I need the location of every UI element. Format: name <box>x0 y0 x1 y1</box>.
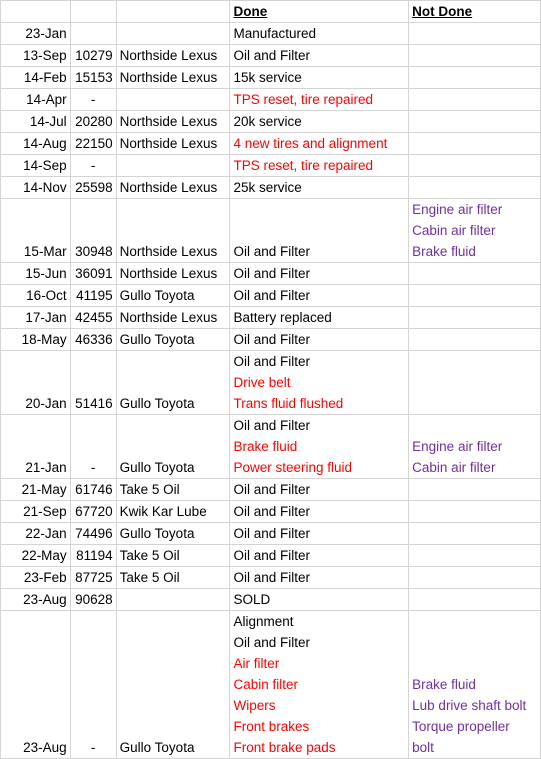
date-cell[interactable]: 21-Jan <box>1 415 71 479</box>
blank-line <box>412 545 537 566</box>
done-cell[interactable] <box>230 199 409 263</box>
table-row <box>1 199 541 263</box>
spreadsheet-body <box>1 1 541 759</box>
date-cell[interactable]: 15-Jun <box>1 263 71 285</box>
blank-line <box>412 523 537 544</box>
date-cell[interactable]: 14-Apr <box>1 89 71 111</box>
done-cell[interactable] <box>230 45 409 67</box>
not-done-cell[interactable] <box>409 329 541 351</box>
done-cell[interactable] <box>230 285 409 307</box>
miles-cell[interactable]: 42455 <box>70 307 116 329</box>
miles-cell[interactable] <box>70 23 116 45</box>
miles-cell[interactable]: - <box>70 155 116 177</box>
done-item: 20k service <box>233 114 302 129</box>
table-row <box>1 523 541 545</box>
blank-line <box>412 372 537 393</box>
done-cell[interactable] <box>230 263 409 285</box>
date-cell[interactable]: 21-May <box>1 479 71 501</box>
miles-cell[interactable]: 10279 <box>70 45 116 67</box>
not-done-cell[interactable] <box>409 523 541 545</box>
blank-line <box>233 220 405 241</box>
date-cell[interactable]: 14-Jul <box>1 111 71 133</box>
not-done-item: Cabin air filter <box>412 223 496 238</box>
place-cell[interactable]: Northside Lexus <box>116 263 230 285</box>
place-cell[interactable]: Take 5 Oil <box>116 545 230 567</box>
header-miles-cell[interactable] <box>70 1 116 23</box>
blank-line <box>412 351 537 372</box>
done-item: TPS reset, tire repaired <box>233 92 374 107</box>
done-item: Battery replaced <box>233 310 332 325</box>
blank-line <box>412 155 537 176</box>
blank-line <box>412 611 537 632</box>
done-item: Front brake pads <box>233 740 336 755</box>
not-done-cell[interactable] <box>409 67 541 89</box>
blank-line <box>412 567 537 588</box>
miles-cell[interactable]: 15153 <box>70 67 116 89</box>
done-item: Oil and Filter <box>233 266 311 281</box>
done-item: Manufactured <box>233 26 317 41</box>
date-cell[interactable]: 13-Sep <box>1 45 71 67</box>
miles-cell[interactable]: 61746 <box>70 479 116 501</box>
place-cell[interactable]: Gullo Toyota <box>116 329 230 351</box>
not-done-cell[interactable] <box>409 589 541 611</box>
done-item: 15k service <box>233 70 302 85</box>
miles-cell[interactable]: 74496 <box>70 523 116 545</box>
date-cell[interactable]: 14-Sep <box>1 155 71 177</box>
not-done-cell[interactable] <box>409 307 541 329</box>
header-done-cell[interactable]: Done <box>230 1 409 23</box>
not-done-item: Engine air filter <box>412 439 503 454</box>
place-cell[interactable]: Northside Lexus <box>116 177 230 199</box>
table-row <box>1 545 541 567</box>
blank-line <box>412 393 537 414</box>
done-cell[interactable] <box>230 545 409 567</box>
done-cell[interactable] <box>230 589 409 611</box>
blank-line <box>412 589 537 610</box>
not-done-cell[interactable] <box>409 155 541 177</box>
blank-line <box>412 263 537 284</box>
blank-line <box>412 67 537 88</box>
not-done-cell[interactable] <box>409 415 541 479</box>
table-row <box>1 567 541 589</box>
miles-cell[interactable]: 25598 <box>70 177 116 199</box>
blank-line <box>412 501 537 522</box>
table-row <box>1 285 541 307</box>
done-item: Oil and Filter <box>233 526 311 541</box>
table-row <box>1 155 541 177</box>
done-item: Oil and Filter <box>233 354 311 369</box>
table-row <box>1 89 541 111</box>
table-row <box>1 329 541 351</box>
done-item: Wipers <box>233 698 276 713</box>
table-row <box>1 177 541 199</box>
miles-cell[interactable]: 81194 <box>70 545 116 567</box>
done-cell[interactable] <box>230 133 409 155</box>
place-cell[interactable] <box>116 589 230 611</box>
place-cell[interactable]: Take 5 Oil <box>116 479 230 501</box>
done-cell[interactable] <box>230 307 409 329</box>
miles-cell[interactable]: 36091 <box>70 263 116 285</box>
header-place-cell[interactable] <box>116 1 230 23</box>
done-item: Brake fluid <box>233 439 298 454</box>
date-cell[interactable]: 20-Jan <box>1 351 71 415</box>
not-done-cell[interactable] <box>409 263 541 285</box>
date-cell[interactable]: 16-Oct <box>1 285 71 307</box>
not-done-cell[interactable] <box>409 501 541 523</box>
miles-cell[interactable]: 30948 <box>70 199 116 263</box>
done-item: 25k service <box>233 180 302 195</box>
place-cell[interactable]: Northside Lexus <box>116 199 230 263</box>
done-item: Trans fluid flushed <box>233 396 344 411</box>
table-row <box>1 479 541 501</box>
date-cell[interactable]: 23-Jan <box>1 23 71 45</box>
not-done-cell[interactable] <box>409 45 541 67</box>
not-done-item: Engine air filter <box>412 202 503 217</box>
not-done-item: Lub drive shaft bolt <box>412 698 527 713</box>
place-cell[interactable]: Northside Lexus <box>116 67 230 89</box>
blank-line <box>412 133 537 154</box>
place-cell[interactable]: Northside Lexus <box>116 307 230 329</box>
blank-line <box>412 285 537 306</box>
place-cell[interactable] <box>116 89 230 111</box>
date-cell[interactable]: 23-Aug <box>1 589 71 611</box>
done-item: SOLD <box>233 592 271 607</box>
done-cell[interactable] <box>230 523 409 545</box>
table-row <box>1 111 541 133</box>
date-cell[interactable]: 14-Nov <box>1 177 71 199</box>
place-cell[interactable]: Northside Lexus <box>116 111 230 133</box>
table-row <box>1 415 541 479</box>
date-cell[interactable]: 22-Jan <box>1 523 71 545</box>
place-cell[interactable]: Kwik Kar Lube <box>116 501 230 523</box>
done-item: Oil and Filter <box>233 332 311 347</box>
done-item: 4 new tires and alignment <box>233 136 388 151</box>
done-cell[interactable] <box>230 415 409 479</box>
done-item: Power steering fluid <box>233 460 353 475</box>
done-cell[interactable] <box>230 501 409 523</box>
miles-cell[interactable]: 87725 <box>70 567 116 589</box>
done-item: Oil and Filter <box>233 288 311 303</box>
date-cell[interactable]: 21-Sep <box>1 501 71 523</box>
done-item: Cabin filter <box>233 677 299 692</box>
blank-line <box>412 89 537 110</box>
miles-cell[interactable]: 90628 <box>70 589 116 611</box>
done-item: Oil and Filter <box>233 48 311 63</box>
done-cell[interactable] <box>230 89 409 111</box>
not-done-cell[interactable] <box>409 545 541 567</box>
place-cell[interactable] <box>116 155 230 177</box>
place-cell[interactable] <box>116 23 230 45</box>
miles-cell[interactable]: 20280 <box>70 111 116 133</box>
done-item: Front brakes <box>233 719 310 734</box>
not-done-cell[interactable] <box>409 285 541 307</box>
not-done-cell[interactable] <box>409 479 541 501</box>
miles-cell[interactable]: 41195 <box>70 285 116 307</box>
not-done-cell[interactable] <box>409 351 541 415</box>
not-done-item: Cabin air filter <box>412 460 496 475</box>
miles-cell[interactable]: - <box>70 89 116 111</box>
blank-line <box>412 307 537 328</box>
place-cell[interactable]: Take 5 Oil <box>116 567 230 589</box>
table-row <box>1 351 541 415</box>
date-cell[interactable]: 18-May <box>1 329 71 351</box>
not-done-item: Brake fluid <box>412 677 476 692</box>
place-cell[interactable]: Gullo Toyota <box>116 523 230 545</box>
miles-cell[interactable]: - <box>70 611 116 759</box>
table-row <box>1 611 541 759</box>
table-row <box>1 501 541 523</box>
not-done-cell[interactable] <box>409 133 541 155</box>
not-done-cell[interactable] <box>409 611 541 759</box>
not-done-cell[interactable] <box>409 111 541 133</box>
header-date-cell[interactable] <box>1 1 71 23</box>
blank-line <box>412 329 537 350</box>
place-cell[interactable]: Gullo Toyota <box>116 415 230 479</box>
date-cell[interactable]: 23-Feb <box>1 567 71 589</box>
miles-cell[interactable]: - <box>70 415 116 479</box>
place-cell[interactable]: Northside Lexus <box>116 133 230 155</box>
miles-cell[interactable]: 22150 <box>70 133 116 155</box>
date-cell[interactable]: 14-Feb <box>1 67 71 89</box>
not-done-item: Torque propeller <box>412 719 510 734</box>
not-done-cell[interactable] <box>409 199 541 263</box>
header-not-done-cell[interactable]: Not Done <box>409 1 541 23</box>
done-item: Oil and Filter <box>233 418 311 433</box>
done-cell[interactable] <box>230 567 409 589</box>
done-item: Oil and Filter <box>233 244 311 259</box>
done-cell[interactable] <box>230 111 409 133</box>
blank-line <box>412 111 537 132</box>
not-done-item: Brake fluid <box>412 244 476 259</box>
done-cell[interactable] <box>230 479 409 501</box>
table-row <box>1 589 541 611</box>
blank-line <box>412 479 537 500</box>
place-cell[interactable]: Gullo Toyota <box>116 351 230 415</box>
table-row <box>1 307 541 329</box>
blank-line <box>412 632 537 653</box>
date-cell[interactable]: 14-Aug <box>1 133 71 155</box>
not-done-cell[interactable] <box>409 177 541 199</box>
done-item: Alignment <box>233 614 294 629</box>
done-item: Air filter <box>233 656 280 671</box>
miles-cell[interactable]: 51416 <box>70 351 116 415</box>
blank-line <box>412 415 537 436</box>
date-cell[interactable]: 23-Aug <box>1 611 71 759</box>
not-done-cell[interactable] <box>409 567 541 589</box>
done-item: Drive belt <box>233 375 291 390</box>
done-cell[interactable] <box>230 351 409 415</box>
done-item: Oil and Filter <box>233 504 311 519</box>
done-cell[interactable] <box>230 611 409 759</box>
table-row <box>1 23 541 45</box>
done-cell[interactable] <box>230 329 409 351</box>
blank-line <box>412 23 537 44</box>
done-item: TPS reset, tire repaired <box>233 158 374 173</box>
blank-line <box>233 199 405 220</box>
date-cell[interactable]: 17-Jan <box>1 307 71 329</box>
place-cell[interactable]: Gullo Toyota <box>116 611 230 759</box>
table-row <box>1 67 541 89</box>
done-item: Oil and Filter <box>233 548 311 563</box>
done-cell[interactable] <box>230 155 409 177</box>
blank-line <box>412 45 537 66</box>
done-item: Oil and Filter <box>233 635 311 650</box>
not-done-cell[interactable] <box>409 89 541 111</box>
done-cell[interactable] <box>230 177 409 199</box>
header-row <box>1 1 541 23</box>
place-cell[interactable]: Northside Lexus <box>116 45 230 67</box>
table-row <box>1 133 541 155</box>
not-done-cell[interactable] <box>409 23 541 45</box>
done-cell[interactable] <box>230 67 409 89</box>
date-cell[interactable]: 22-May <box>1 545 71 567</box>
miles-cell[interactable]: 67720 <box>70 501 116 523</box>
place-cell[interactable]: Gullo Toyota <box>116 285 230 307</box>
done-cell[interactable] <box>230 23 409 45</box>
not-done-item: bolt <box>412 740 434 755</box>
date-cell[interactable]: 15-Mar <box>1 199 71 263</box>
blank-line <box>412 653 537 674</box>
miles-cell[interactable]: 46336 <box>70 329 116 351</box>
table-row <box>1 45 541 67</box>
blank-line <box>412 177 537 198</box>
done-item: Oil and Filter <box>233 482 311 497</box>
done-item: Oil and Filter <box>233 570 311 585</box>
table-row <box>1 263 541 285</box>
